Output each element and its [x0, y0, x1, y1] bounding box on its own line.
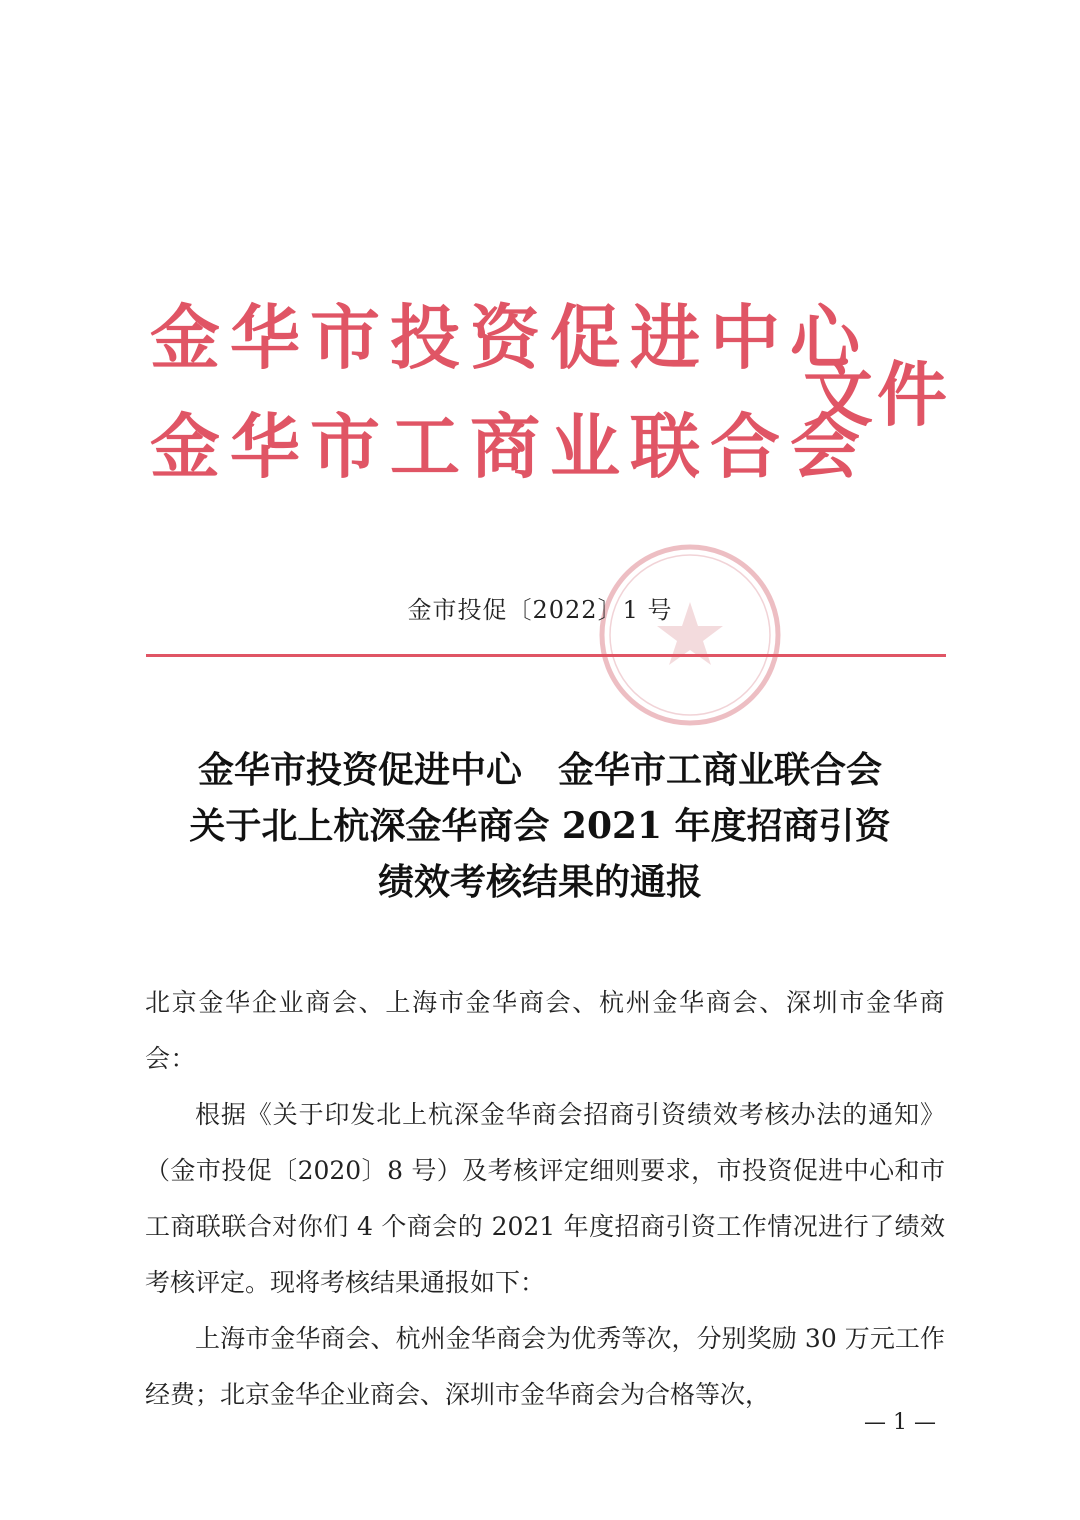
- title-line-1: 金华市投资促进中心 金华市工商业联合会: [197, 749, 882, 791]
- document-number: 金市投促〔2022〕1 号: [407, 596, 673, 624]
- body-paragraph-1: 根据《关于印发北上杭深金华商会招商引资绩效考核办法的通知》（金市投促〔2020〕8 号）及考核评定细则要求，市投资促进中心和市工商联联合对你们 4 个商会的 2021 年度招商引资工作情况进行了绩效考核评定。现将考核结果通报如下：: [145, 1100, 945, 1297]
- salutation: 北京金华企业商会、上海市金华商会、杭州金华商会、深圳市金华商会：: [145, 988, 945, 1073]
- letterhead-doc-suffix: 文件: [803, 353, 951, 436]
- header-divider: [146, 654, 946, 657]
- title-line-3: 绩效考核结果的通报: [377, 861, 702, 903]
- title-line-2: 关于北上杭深金华商会 2021 年度招商引资: [189, 805, 891, 847]
- document-body: [145, 975, 945, 1423]
- document-title: [0, 742, 1080, 910]
- official-seal-icon: [585, 540, 795, 730]
- letterhead: [145, 290, 965, 500]
- letterhead-org-2: 金华市工商业联合会: [150, 405, 870, 488]
- body-paragraph-2: 上海市金华商会、杭州金华商会为优秀等次，分别奖励 30 万元工作经费；北京金华企业商会、深圳市金华商会为合格等次，: [145, 1324, 945, 1409]
- letterhead-org-1: 金华市投资促进中心: [150, 296, 870, 379]
- page-number: — 1 —: [864, 1410, 936, 1435]
